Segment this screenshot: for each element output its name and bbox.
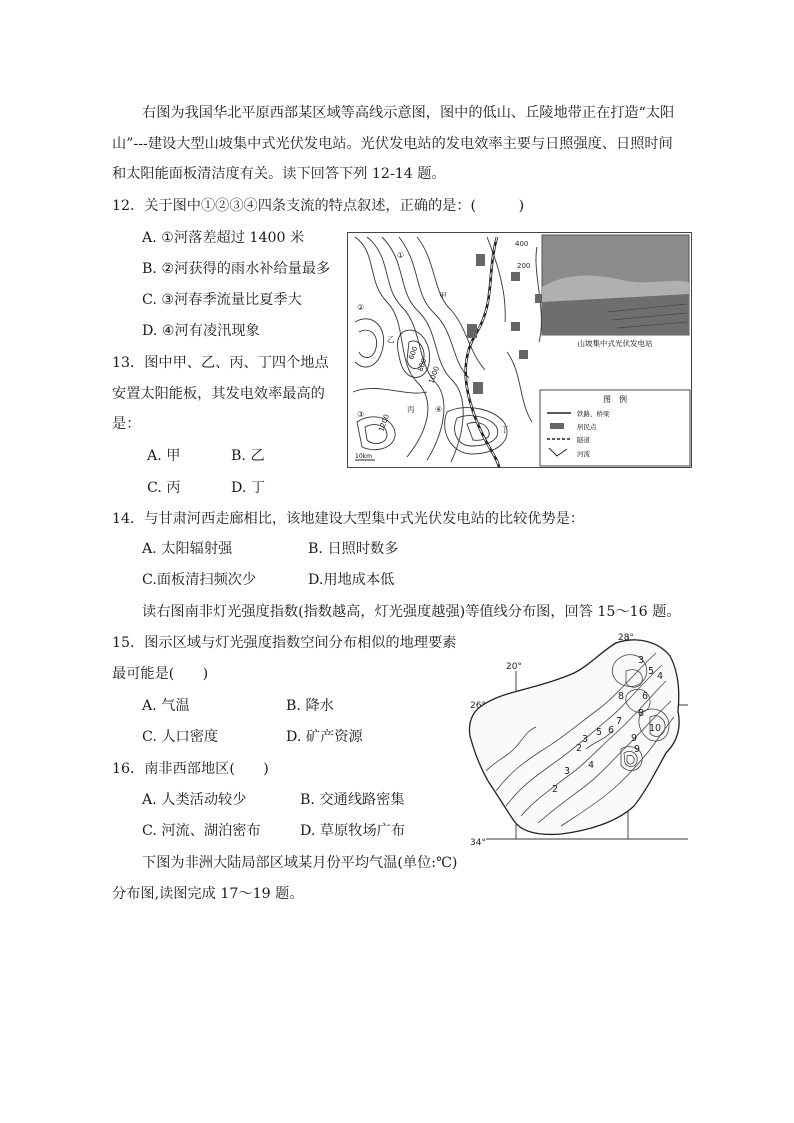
contour-label-400: 400 bbox=[515, 240, 529, 248]
q15-stem-2: 最可能是( ) bbox=[112, 666, 209, 682]
q15-option-b: B. 降水 bbox=[286, 698, 334, 714]
q16-option-c: C. 河流、湖泊密布 bbox=[142, 823, 261, 839]
lon-label-28: 28° bbox=[618, 633, 634, 643]
intro-line-2: 山”---建设大型山坡集中式光伏发电站。光伏发电站的发电效率主要与日照强度、日照时间 bbox=[112, 136, 673, 152]
q15-option-c: C. 人口密度 bbox=[142, 729, 219, 745]
isoline-value-3b: 3 bbox=[638, 655, 645, 666]
lat-label-26: 26° bbox=[470, 701, 486, 711]
contour-label-1000: 1000 bbox=[427, 365, 441, 385]
q14-option-c: C.面板清扫频次少 bbox=[142, 572, 257, 588]
isoline-value-5: 5 bbox=[596, 727, 603, 738]
isoline-value-4: 4 bbox=[588, 760, 595, 771]
q13-option-d: D. 丁 bbox=[231, 480, 266, 496]
q14-stem: 14．与甘肃河西走廊相比，该地建设大型集中式光伏发电站的比较优势是： bbox=[112, 511, 585, 527]
river-label-3: ③ bbox=[357, 410, 365, 419]
legend-item-railway: 铁路、桥梁 bbox=[577, 410, 610, 418]
q14-option-d: D.用地成本低 bbox=[308, 572, 395, 588]
photo-caption: 山坡集中式光伏发电站 bbox=[577, 339, 653, 348]
isoline-value-8: 8 bbox=[638, 708, 645, 719]
q13-option-b: B. 乙 bbox=[231, 448, 265, 464]
river-label-4: ④ bbox=[435, 405, 443, 414]
isoline-value-3c: 3 bbox=[582, 734, 589, 745]
south-africa-map-figure bbox=[466, 631, 692, 853]
contour-label-200: 200 bbox=[517, 262, 531, 270]
isoline-value-6: 6 bbox=[608, 725, 615, 736]
isoline-value-9b: 9 bbox=[634, 744, 641, 755]
q12-option-a: A. ①河落差超过 1400 米 bbox=[142, 230, 305, 246]
legend-title: 图 例 bbox=[603, 395, 627, 404]
q16-option-d: D. 草原牧场广布 bbox=[300, 823, 406, 839]
intro-line-1: 右图为我国华北平原西部某区域等高线示意图，图中的低山、丘陵地带正在打造“太阳 bbox=[142, 105, 675, 121]
legend-item-settlement: 居民点 bbox=[577, 423, 597, 431]
q15-option-d: D. 矿产资源 bbox=[286, 729, 363, 745]
q13-option-c: C. 丙 bbox=[147, 480, 181, 496]
q16-option-a: A. 人类活动较少 bbox=[142, 792, 247, 808]
intro3-line-2: 分布图,读图完成 17～19 题。 bbox=[112, 886, 304, 902]
contour-map-figure bbox=[347, 232, 692, 468]
legend-item-tunnel: 隧道 bbox=[577, 436, 590, 444]
intro3-line-1: 下图为非洲大陆局部区域某月份平均气温(单位:℃) bbox=[142, 855, 458, 871]
contour-label-800: 800 bbox=[416, 357, 429, 373]
legend-item-river: 河流 bbox=[577, 450, 590, 458]
isoline-value-9: 9 bbox=[631, 733, 638, 744]
q16-stem: 16．南非西部地区( ) bbox=[112, 761, 269, 777]
river-label-2: ② bbox=[357, 303, 365, 312]
south-africa-map-svg bbox=[466, 631, 692, 853]
isoline-value-10: 10 bbox=[649, 723, 662, 734]
isoline-value-2b: 2 bbox=[576, 743, 583, 754]
q12-option-b: B. ②河获得的雨水补给量最多 bbox=[142, 261, 331, 277]
point-label-bing: 丙 bbox=[407, 405, 415, 414]
q15-option-a: A. 气温 bbox=[142, 698, 190, 714]
lon-label-20: 20° bbox=[506, 662, 522, 672]
point-label-yi: 乙 bbox=[387, 335, 395, 344]
q14-option-a: A. 太阳辐射强 bbox=[142, 541, 233, 557]
isoline-value-3: 3 bbox=[564, 766, 571, 777]
scale-bar-label: 10km bbox=[355, 453, 372, 460]
q13-option-a: A. 甲 bbox=[147, 448, 181, 464]
point-label-ding: 丁 bbox=[501, 425, 509, 434]
q15-stem-1: 15．图示区域与灯光强度指数空间分布相似的地理要素 bbox=[112, 635, 457, 651]
q13-stem-3: 是： bbox=[112, 416, 141, 432]
contour-label-600: 600 bbox=[407, 345, 420, 361]
isoline-value-7: 7 bbox=[616, 716, 623, 727]
q12-stem: 12．关于图中①②③④四条支流的特点叙述，正确的是：( ) bbox=[112, 198, 525, 214]
river-label-1: ① bbox=[397, 251, 405, 260]
contour-label-1200: 1200 bbox=[377, 413, 391, 433]
isoline-value-8b: 8 bbox=[618, 691, 625, 702]
q16-option-b: B. 交通线路密集 bbox=[300, 792, 405, 808]
q12-option-d: D. ④河有凌汛现象 bbox=[142, 323, 260, 339]
q13-stem-2: 安置太阳能板，其发电效率最高的 bbox=[112, 386, 325, 402]
q12-option-c: C. ③河春季流量比夏季大 bbox=[142, 292, 302, 308]
q13-stem-1: 13．图中甲、乙、丙、丁四个地点 bbox=[112, 355, 329, 371]
isoline-value-6b: 6 bbox=[642, 691, 649, 702]
isoline-value-2: 2 bbox=[552, 784, 559, 795]
q14-option-b: B. 日照时数多 bbox=[308, 541, 399, 557]
isoline-value-4b: 4 bbox=[657, 671, 664, 682]
intro-line-3: 和太阳能面板清洁度有关。读下回答下列 12-14 题。 bbox=[112, 166, 446, 182]
point-label-jia: 甲 bbox=[439, 291, 447, 300]
lat-label-34: 34° bbox=[470, 838, 486, 848]
intro2: 读右图南非灯光强度指数(指数越高，灯光强度越强)等值线分布图，回答 15～16 题。 bbox=[142, 604, 681, 620]
contour-map-svg bbox=[347, 232, 692, 468]
isoline-value-5b: 5 bbox=[648, 666, 655, 677]
